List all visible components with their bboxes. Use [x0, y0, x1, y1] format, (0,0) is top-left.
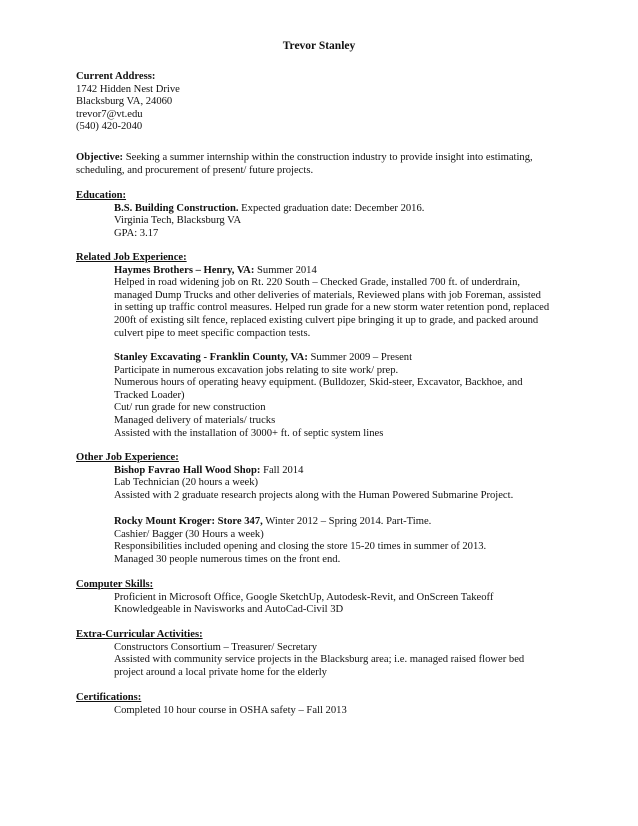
job-date: Winter 2012 – Spring 2014. Part-Time.: [265, 516, 432, 527]
certifications-section: [76, 692, 576, 717]
certifications-heading: Certifications:: [76, 692, 142, 703]
job-date: Summer 2014: [257, 264, 317, 276]
job-detail-line: Assisted with the installation of 3000+ ft. of septic system lines: [114, 427, 384, 439]
education-gpa: GPA: 3.17: [114, 227, 159, 239]
certification-line: Completed 10 hour course in OSHA safety – Fall 2013: [114, 704, 347, 716]
address-phone: (540) 420-2040: [76, 121, 143, 133]
related-experience-heading: Related Job Experience:: [76, 252, 187, 263]
address-city: Blacksburg VA, 24060: [76, 96, 173, 108]
address-section: [76, 71, 576, 134]
objective-text-1: Seeking a summer internship within the construction industry to provide insight into estimating,: [125, 152, 533, 163]
job-employer: Haymes Brothers – Henry, VA:: [114, 264, 255, 276]
extracurricular-heading: Extra-Curricular Activities:: [76, 629, 203, 640]
job-detail-line: Managed delivery of materials/ trucks: [114, 414, 276, 426]
job-detail-line: Helped in road widening job on Rt. 220 South – Checked Grade, installed 700 ft. of underdrain,: [114, 277, 521, 289]
resume-name: Trevor Stanley: [282, 40, 356, 52]
other-job-2: [76, 516, 576, 566]
related-experience-section: [76, 252, 576, 340]
job-detail-line: Managed 30 people numerous times on the front end.: [114, 553, 341, 565]
job-detail-line: managed Dump Trucks and other deliveries of materials, Reviewed plans with job Foreman, assisted: [114, 289, 541, 301]
activity-line: project around a local private home for the elderly: [114, 666, 327, 678]
job-detail-line: culvert pipe to meet specific compaction tests.: [114, 327, 311, 339]
job-detail-line: Cashier/ Bagger (30 Hours a week): [114, 528, 264, 540]
extracurricular-section: [76, 629, 576, 679]
computer-skills-section: [76, 579, 576, 617]
other-experience-heading: Other Job Experience:: [76, 452, 179, 463]
job-detail-line: Tracked Loader): [114, 389, 185, 401]
address-street: 1742 Hidden Nest Drive: [76, 83, 180, 95]
objective-label: Objective:: [76, 152, 124, 163]
activity-line: Assisted with community service projects in the Blacksburg area; i.e. managed raised flower bed: [114, 654, 525, 666]
job-date: Fall 2014: [263, 464, 304, 476]
education-degree: B.S. Building Construction.: [114, 202, 239, 214]
job-detail-line: in setting up traffic control measures. Helped run grade for a new storm water retention pond, replaced: [114, 302, 550, 314]
education-section: [76, 190, 576, 240]
job-detail-line: Numerous hours of operating heavy equipment. (Bulldozer, Skid-steer, Excavator, Backhoe, and: [114, 377, 523, 389]
education-degree-detail: Expected graduation date: December 2016.: [241, 202, 425, 214]
job-detail-line: Assisted with 2 graduate research projects along with the Human Powered Submarine Project.: [114, 489, 514, 501]
skill-line: Proficient in Microsoft Office, Google SketchUp, Autodesk-Revit, and OnScreen Takeoff: [114, 591, 494, 603]
related-job-2: [76, 352, 576, 440]
job-employer: Stanley Excavating - Franklin County, VA:: [114, 352, 308, 363]
education-school: Virginia Tech, Blacksburg VA: [114, 215, 242, 227]
address-email: trevor7@vt.edu: [76, 108, 143, 120]
address-heading: Current Address:: [76, 71, 156, 82]
activity-line: Constructors Consortium – Treasurer/ Secretary: [114, 641, 318, 653]
education-heading: Education:: [76, 190, 127, 201]
job-employer: Bishop Favrao Hall Wood Shop:: [114, 464, 261, 476]
job-date: Summer 2009 – Present: [310, 352, 413, 363]
computer-skills-heading: Computer Skills:: [76, 579, 154, 590]
job-detail-line: Responsibilities included opening and closing the store 15-20 times in summer of 2013.: [114, 541, 487, 553]
job-employer: Rocky Mount Kroger: Store 347,: [114, 516, 263, 527]
objective-text-2: scheduling, and procurement of present/ future projects.: [76, 164, 314, 176]
job-detail-line: 200ft of existing silt fence, replaced existing culvert pipe bringing it up to grade, and packed around: [114, 314, 539, 326]
job-detail-line: Lab Technician (20 hours a week): [114, 477, 259, 489]
job-detail-line: Cut/ run grade for new construction: [114, 402, 266, 414]
objective-section: [76, 152, 576, 177]
job-detail-line: Participate in numerous excavation jobs relating to site work/ prep.: [114, 364, 399, 376]
other-experience-section: [76, 452, 576, 502]
skill-line: Knowledgeable in Navisworks and AutoCad-Civil 3D: [114, 604, 344, 616]
